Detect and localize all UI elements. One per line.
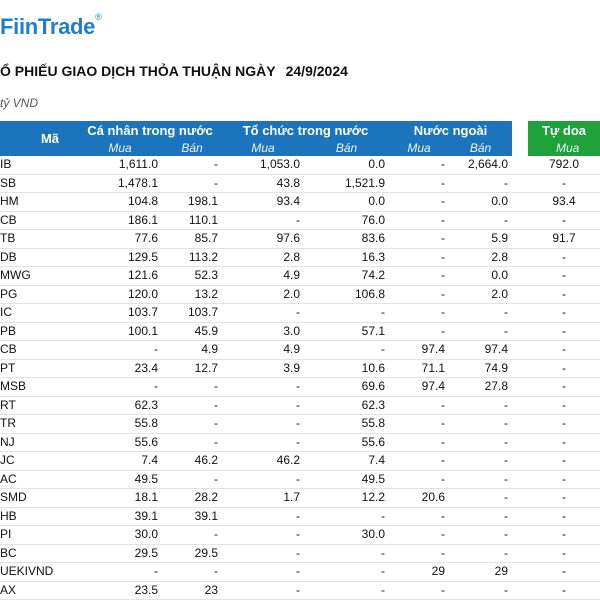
cell-value: 39.1: [78, 507, 162, 526]
cell-value: -: [528, 526, 600, 545]
cell-value: -: [389, 285, 449, 304]
cell-value: -: [528, 341, 600, 360]
table-row: [0, 378, 600, 397]
cell-value: 20.6: [389, 489, 449, 508]
cell-value: 39.1: [162, 507, 222, 526]
cell-value: 2.8: [449, 248, 512, 267]
cell-gap: [512, 341, 528, 360]
cell-value: -: [162, 156, 222, 174]
cell-value: -: [389, 544, 449, 563]
cell-value: -: [222, 507, 304, 526]
cell-value: 45.9: [162, 322, 222, 341]
cell-value: -: [162, 470, 222, 489]
negotiated-trades-table: [0, 121, 600, 600]
cell-value: 43.8: [222, 174, 304, 193]
header-domestic-institutions: Tổ chức trong nước: [222, 121, 389, 141]
cell-value: 1,611.0: [78, 156, 162, 174]
cell-code: CB: [0, 211, 78, 230]
cell-gap: [512, 433, 528, 452]
cell-value: 29: [449, 563, 512, 582]
table-row: [0, 285, 600, 304]
cell-value: 1.7: [222, 489, 304, 508]
cell-value: 97.4: [449, 341, 512, 360]
cell-value: -: [449, 415, 512, 434]
cell-code: SMD: [0, 489, 78, 508]
cell-gap: [512, 248, 528, 267]
cell-value: 27.8: [449, 378, 512, 397]
cell-value: 46.2: [222, 452, 304, 471]
cell-value: -: [222, 378, 304, 397]
cell-value: -: [389, 248, 449, 267]
report-title: [0, 63, 348, 79]
cell-value: 30.0: [78, 526, 162, 545]
cell-value: -: [304, 544, 389, 563]
cell-value: -: [449, 507, 512, 526]
cell-value: -: [449, 544, 512, 563]
cell-value: -: [389, 267, 449, 286]
header-row-sides: [0, 141, 600, 156]
cell-value: -: [389, 174, 449, 193]
cell-value: 46.2: [162, 452, 222, 471]
cell-value: -: [304, 563, 389, 582]
cell-value: 12.7: [162, 359, 222, 378]
cell-value: -: [528, 470, 600, 489]
cell-code: NJ: [0, 433, 78, 452]
cell-code: PI: [0, 526, 78, 545]
cell-value: -: [389, 415, 449, 434]
cell-value: 2.0: [222, 285, 304, 304]
cell-code: BC: [0, 544, 78, 563]
cell-value: -: [162, 378, 222, 397]
cell-value: 55.8: [304, 415, 389, 434]
header-domestic-individuals: Cá nhân trong nước: [78, 121, 222, 141]
cell-value: 93.4: [222, 193, 304, 212]
cell-value: 7.4: [78, 452, 162, 471]
cell-value: -: [162, 526, 222, 545]
table-row: [0, 341, 600, 360]
cell-value: -: [304, 304, 389, 323]
cell-value: -: [389, 230, 449, 249]
cell-code: PT: [0, 359, 78, 378]
cell-value: 792.0: [528, 156, 600, 174]
cell-value: -: [389, 526, 449, 545]
cell-value: -: [222, 211, 304, 230]
table-row: [0, 396, 600, 415]
cell-value: -: [162, 396, 222, 415]
cell-gap: [512, 489, 528, 508]
cell-value: -: [389, 396, 449, 415]
cell-gap: [512, 193, 528, 212]
cell-value: 121.6: [78, 267, 162, 286]
cell-value: -: [528, 267, 600, 286]
cell-gap: [512, 563, 528, 582]
table-row: [0, 248, 600, 267]
cell-value: 10.6: [304, 359, 389, 378]
cell-value: -: [304, 341, 389, 360]
table-row: [0, 581, 600, 600]
cell-value: 0.0: [449, 267, 512, 286]
cell-gap: [512, 230, 528, 249]
cell-value: 29.5: [162, 544, 222, 563]
title-date: 24/9/2024: [285, 63, 348, 79]
cell-value: -: [449, 396, 512, 415]
cell-code: RT: [0, 396, 78, 415]
cell-code: IB: [0, 156, 78, 174]
cell-value: 186.1: [78, 211, 162, 230]
logo-text: FiinTrade: [0, 14, 96, 39]
header-buy: Mua: [528, 141, 600, 156]
cell-value: -: [389, 470, 449, 489]
cell-value: 69.6: [304, 378, 389, 397]
cell-value: 29.5: [78, 544, 162, 563]
cell-value: -: [222, 526, 304, 545]
cell-value: -: [449, 470, 512, 489]
cell-value: 1,478.1: [78, 174, 162, 193]
cell-value: -: [222, 304, 304, 323]
header-buy: Mua: [222, 141, 304, 156]
cell-value: 120.0: [78, 285, 162, 304]
table-row: [0, 470, 600, 489]
cell-value: 18.1: [78, 489, 162, 508]
cell-value: -: [449, 452, 512, 471]
cell-value: 23.5: [78, 581, 162, 600]
cell-value: 4.9: [162, 341, 222, 360]
table-row: [0, 359, 600, 378]
cell-value: 93.4: [528, 193, 600, 212]
cell-value: -: [528, 285, 600, 304]
header-sell: Bán: [304, 141, 389, 156]
cell-value: 0.0: [304, 156, 389, 174]
header-buy: Mua: [78, 141, 162, 156]
cell-value: -: [449, 304, 512, 323]
cell-value: -: [222, 396, 304, 415]
header-code: Mã: [0, 121, 78, 156]
cell-value: 74.9: [449, 359, 512, 378]
cell-value: 77.6: [78, 230, 162, 249]
cell-value: -: [449, 433, 512, 452]
cell-gap: [512, 359, 528, 378]
cell-value: -: [528, 174, 600, 193]
cell-value: -: [162, 415, 222, 434]
cell-value: 198.1: [162, 193, 222, 212]
cell-value: 0.0: [449, 193, 512, 212]
table-row: [0, 526, 600, 545]
cell-gap: [512, 452, 528, 471]
cell-value: 91.7: [528, 230, 600, 249]
cell-value: 106.8: [304, 285, 389, 304]
cell-code: HB: [0, 507, 78, 526]
cell-value: -: [528, 378, 600, 397]
cell-code: TR: [0, 415, 78, 434]
cell-value: -: [528, 304, 600, 323]
cell-value: -: [528, 544, 600, 563]
cell-code: TB: [0, 230, 78, 249]
cell-value: 57.1: [304, 322, 389, 341]
table-row: [0, 304, 600, 323]
cell-value: 13.2: [162, 285, 222, 304]
table-row: [0, 507, 600, 526]
cell-value: 3.0: [222, 322, 304, 341]
cell-value: -: [528, 489, 600, 508]
cell-value: 129.5: [78, 248, 162, 267]
cell-value: 16.3: [304, 248, 389, 267]
cell-value: -: [449, 322, 512, 341]
cell-gap: [512, 267, 528, 286]
table-row: [0, 156, 600, 174]
cell-gap: [512, 211, 528, 230]
header-sell: Bán: [162, 141, 222, 156]
cell-value: 3.9: [222, 359, 304, 378]
cell-value: -: [528, 359, 600, 378]
cell-value: -: [528, 211, 600, 230]
cell-value: 23: [162, 581, 222, 600]
cell-value: 2.0: [449, 285, 512, 304]
header-proprietary: Tự doa: [528, 121, 600, 141]
cell-gap: [512, 156, 528, 174]
cell-value: 83.6: [304, 230, 389, 249]
table-row: [0, 452, 600, 471]
cell-value: -: [449, 526, 512, 545]
cell-value: -: [304, 507, 389, 526]
cell-value: 62.3: [304, 396, 389, 415]
cell-value: -: [304, 581, 389, 600]
cell-value: -: [78, 378, 162, 397]
cell-value: -: [528, 248, 600, 267]
cell-code: SB: [0, 174, 78, 193]
header-foreign: Nước ngoài: [389, 121, 512, 141]
cell-value: -: [389, 507, 449, 526]
cell-code: UEKIVND: [0, 563, 78, 582]
cell-code: MWG: [0, 267, 78, 286]
cell-value: 103.7: [162, 304, 222, 323]
cell-gap: [512, 322, 528, 341]
cell-value: 85.7: [162, 230, 222, 249]
cell-value: 62.3: [78, 396, 162, 415]
cell-value: -: [389, 433, 449, 452]
cell-value: 74.2: [304, 267, 389, 286]
cell-value: -: [162, 433, 222, 452]
cell-gap: [512, 304, 528, 323]
cell-value: -: [222, 581, 304, 600]
fiintrade-logo: [0, 14, 101, 40]
cell-value: 71.1: [389, 359, 449, 378]
table-row: [0, 489, 600, 508]
cell-code: DB: [0, 248, 78, 267]
table-row: [0, 193, 600, 212]
cell-value: -: [389, 452, 449, 471]
cell-value: -: [222, 544, 304, 563]
cell-code: HM: [0, 193, 78, 212]
cell-value: 30.0: [304, 526, 389, 545]
table-row: [0, 433, 600, 452]
table-row: [0, 563, 600, 582]
cell-code: CB: [0, 341, 78, 360]
cell-value: -: [449, 489, 512, 508]
cell-value: -: [222, 415, 304, 434]
cell-value: 100.1: [78, 322, 162, 341]
cell-value: -: [528, 563, 600, 582]
cell-value: 113.2: [162, 248, 222, 267]
table-row: [0, 230, 600, 249]
header-sell: Bán: [449, 141, 512, 156]
cell-value: 12.2: [304, 489, 389, 508]
cell-gap: [512, 415, 528, 434]
cell-value: -: [222, 470, 304, 489]
cell-code: JC: [0, 452, 78, 471]
cell-value: 29: [389, 563, 449, 582]
cell-value: -: [162, 563, 222, 582]
table-row: [0, 267, 600, 286]
cell-value: 1,053.0: [222, 156, 304, 174]
cell-gap: [512, 470, 528, 489]
cell-value: -: [78, 563, 162, 582]
cell-value: 4.9: [222, 341, 304, 360]
cell-gap: [512, 581, 528, 600]
cell-value: 23.4: [78, 359, 162, 378]
table-row: [0, 322, 600, 341]
cell-value: -: [528, 415, 600, 434]
cell-value: 76.0: [304, 211, 389, 230]
cell-value: 0.0: [304, 193, 389, 212]
cell-value: -: [78, 341, 162, 360]
cell-value: 97.4: [389, 378, 449, 397]
cell-code: AC: [0, 470, 78, 489]
header-row-groups: [0, 121, 600, 141]
cell-value: 2,664.0: [449, 156, 512, 174]
cell-gap: [512, 285, 528, 304]
cell-value: 2.8: [222, 248, 304, 267]
cell-value: 7.4: [304, 452, 389, 471]
cell-value: 104.8: [78, 193, 162, 212]
cell-gap: [512, 526, 528, 545]
cell-value: -: [528, 433, 600, 452]
header-gap: [512, 121, 528, 156]
cell-value: -: [389, 211, 449, 230]
unit-label: tỷ VND: [0, 96, 39, 110]
table-row: [0, 544, 600, 563]
table-row: [0, 415, 600, 434]
cell-value: -: [162, 174, 222, 193]
cell-gap: [512, 378, 528, 397]
cell-value: -: [389, 304, 449, 323]
cell-value: 97.6: [222, 230, 304, 249]
cell-value: 52.3: [162, 267, 222, 286]
table-row: [0, 211, 600, 230]
cell-value: 55.6: [304, 433, 389, 452]
cell-value: 97.4: [389, 341, 449, 360]
table-row: [0, 174, 600, 193]
cell-value: -: [222, 563, 304, 582]
cell-gap: [512, 396, 528, 415]
cell-gap: [512, 174, 528, 193]
registered-mark: ®: [95, 12, 102, 22]
cell-value: 28.2: [162, 489, 222, 508]
cell-code: AX: [0, 581, 78, 600]
cell-value: -: [449, 581, 512, 600]
cell-value: 55.8: [78, 415, 162, 434]
cell-value: -: [449, 211, 512, 230]
cell-value: 5.9: [449, 230, 512, 249]
cell-value: -: [389, 156, 449, 174]
cell-value: 110.1: [162, 211, 222, 230]
cell-value: -: [528, 581, 600, 600]
cell-value: 1,521.9: [304, 174, 389, 193]
cell-value: 4.9: [222, 267, 304, 286]
cell-gap: [512, 544, 528, 563]
title-text: Ổ PHIẾU GIAO DỊCH THỎA THUẬN NGÀY: [0, 63, 276, 79]
cell-value: -: [389, 193, 449, 212]
cell-value: -: [528, 507, 600, 526]
cell-value: -: [449, 174, 512, 193]
cell-value: -: [389, 322, 449, 341]
cell-value: -: [389, 581, 449, 600]
cell-value: -: [528, 452, 600, 471]
cell-code: PB: [0, 322, 78, 341]
cell-value: 55.6: [78, 433, 162, 452]
header-buy: Mua: [389, 141, 449, 156]
cell-value: 49.5: [78, 470, 162, 489]
cell-gap: [512, 507, 528, 526]
cell-code: IC: [0, 304, 78, 323]
cell-value: -: [528, 396, 600, 415]
cell-value: -: [528, 322, 600, 341]
cell-value: -: [222, 433, 304, 452]
cell-code: MSB: [0, 378, 78, 397]
cell-value: 103.7: [78, 304, 162, 323]
cell-code: PG: [0, 285, 78, 304]
cell-value: 49.5: [304, 470, 389, 489]
